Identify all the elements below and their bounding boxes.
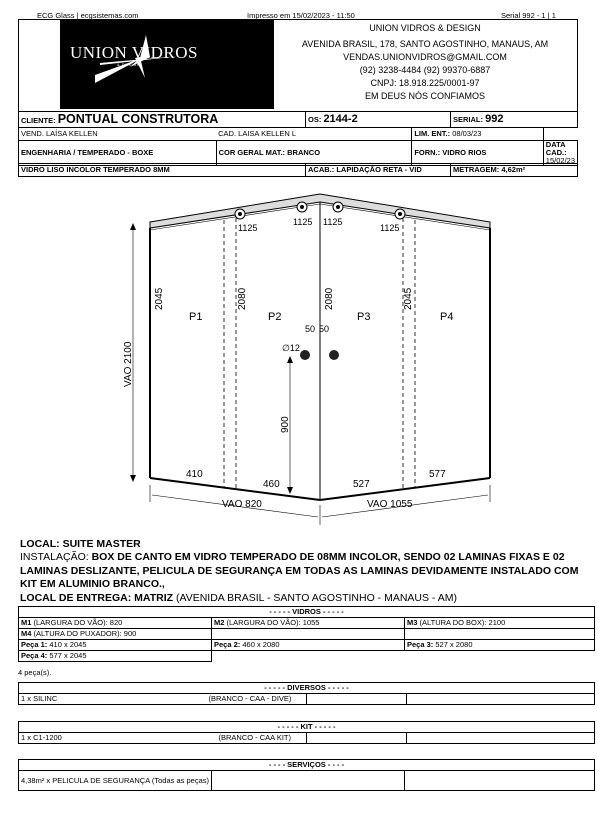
piece2-size: 460 x 2080 [242, 640, 280, 649]
roller-icon [395, 209, 405, 219]
roller-icon [297, 202, 307, 212]
os-number: 2144-2 [323, 113, 358, 125]
glass-table [18, 606, 595, 662]
client-name: PONTUAL CONSTRUTORA [57, 111, 219, 126]
piece1-label: Peça 1: [21, 640, 48, 649]
service-item: 4,38m² x PELICULA DE SEGURANÇA (Todas as peças) [19, 771, 212, 791]
top-dim: 1125 [323, 217, 343, 227]
piece3-label: Peça 3: [407, 640, 434, 649]
services-table [18, 759, 595, 791]
m1-value: (LARGURA DO VÃO): 820 [33, 618, 123, 627]
glass-type: VIDRO LISO INCOLOR TEMPERADO 8MM [19, 164, 306, 177]
deadline: 08/03/23 [452, 129, 482, 138]
handle-height: 900 [280, 416, 291, 433]
handle-diameter: ∅12 [282, 343, 300, 353]
panel-label: P1 [189, 311, 203, 323]
m4-label: M4 [21, 629, 32, 638]
bottom-dim: 527 [353, 479, 370, 490]
deadline-label: LIM. ENT.: [414, 129, 451, 138]
delivery-place: MATRIZ [134, 591, 174, 604]
supplier: VIDRO RIOS [442, 148, 487, 157]
panel-label: P2 [268, 311, 282, 323]
company-motto: EM DEUS NÓS CONFIAMOS [364, 91, 485, 101]
vao-right: VAO 1055 [367, 499, 413, 510]
supplier-label: FORN.: [414, 148, 441, 157]
piece-count: 4 peça(s). [18, 668, 52, 677]
color: BRANCO [287, 148, 321, 157]
top-dim: 1125 [380, 223, 400, 233]
misc-table [18, 682, 595, 705]
piece1-size: 410 x 2045 [49, 640, 87, 649]
height-dim: 2080 [324, 287, 335, 310]
services-section-title: - - - - SERVIÇOS - - - - [19, 760, 595, 771]
top-dim: 1125 [238, 223, 258, 233]
m2-value: (LARGURA DO VÃO): 1055 [226, 618, 320, 627]
local: SUITE MASTER [62, 538, 141, 550]
finish: LAPIDAÇÃO RETA - VID [336, 165, 422, 174]
logo-subtext: & DESIGN [117, 62, 141, 67]
company-name: UNION VIDROS & DESIGN [369, 23, 481, 33]
kit-item: 1 x C1-1200 [21, 733, 62, 742]
serial-number: 992 [485, 113, 504, 125]
bottom-dim: 460 [263, 479, 280, 490]
seller: VEND. LAÍSA KELLEN [19, 128, 217, 141]
handle-right [329, 350, 339, 360]
logo-text: UNION VIDROS [70, 43, 198, 62]
panel-label: P4 [440, 311, 454, 323]
description [20, 538, 585, 605]
top-dim: 1125 [293, 217, 313, 227]
area: 4,62m² [501, 165, 526, 174]
glass-section-title: - - - - - VIDROS - - - - - [19, 607, 595, 618]
roller-icon [235, 209, 245, 219]
vao-height: VAO 2100 [123, 341, 134, 387]
os-label: OS: [308, 115, 322, 124]
kit-section-title: - - - - - KIT - - - - - [19, 722, 595, 733]
height-dim: 2080 [237, 287, 248, 310]
height-dim: 2045 [154, 287, 165, 310]
kit-detail: (BRANCO - CAA KIT) [218, 733, 292, 742]
cad-date-label: DATA CAD.: [545, 140, 567, 157]
gap-dim: 50 [305, 324, 316, 334]
system-name: ECG Glass | ecgsistemas.com [37, 11, 139, 20]
m4-value: (ALTURA DO PUXADOR): 900 [33, 629, 137, 638]
bottom-dim: 577 [429, 469, 446, 480]
m3-label: M3 [407, 618, 418, 627]
serial-label: SERIAL: [453, 115, 483, 124]
piece4-size: 577 x 2045 [49, 651, 87, 660]
category: ENGENHARIA / TEMPERADO - BOXE [19, 141, 217, 166]
piece3-size: 527 x 2080 [435, 640, 473, 649]
finish-label: ACAB.: [308, 165, 335, 174]
company-logo [60, 20, 274, 109]
bottom-dim: 410 [186, 469, 203, 480]
company-address: AVENIDA BRASIL, 178, SANTO AGOSTINHO, MANAUS, AM [301, 39, 549, 49]
misc-detail: (BRANCO - CAA - DIVE) [208, 694, 292, 703]
print-date: Impresso em 15/02/2023 - 11:50 [247, 11, 355, 20]
color-label: COR GERAL MAT.: [218, 148, 286, 157]
star-icon [60, 20, 274, 109]
company-phones: (92) 3238-4484 (92) 99370-6887 [359, 65, 491, 75]
m3-value: (ALTURA DO BOX): 2100 [419, 618, 506, 627]
company-cnpj: CNPJ: 18.918.225/0001-97 [370, 78, 480, 88]
kit-table [18, 721, 595, 744]
delivery-label: LOCAL DE ENTREGA: [20, 591, 132, 604]
order-info-table [18, 111, 578, 128]
cad-date: 15/02/23 [545, 156, 575, 165]
company-email: VENDAS.UNIONVIDROS@GMAIL.COM [343, 52, 507, 62]
piece4-label: Peça 4: [21, 651, 48, 660]
area-label: METRAGEM: [453, 165, 500, 174]
misc-item: 1 x SILINC [21, 694, 58, 703]
piece2-label: Peça 2: [214, 640, 241, 649]
delivery-address: (AVENIDA BRASIL - SANTO AGOSTINHO - MANAUS - AM) [175, 591, 457, 604]
m2-label: M2 [214, 618, 225, 627]
m1-label: M1 [21, 618, 32, 627]
client-label: CLIENTE: [21, 115, 56, 125]
height-dim: 2045 [403, 287, 414, 310]
local-label: LOCAL: [20, 538, 60, 550]
roller-icon [333, 202, 343, 212]
handle-left [300, 350, 310, 360]
shower-drawing [0, 180, 597, 530]
order-info-table-2 [18, 127, 578, 166]
installation-label: INSTALAÇÃO: [20, 551, 89, 564]
order-info-table-3 [18, 163, 578, 177]
serial-page: Serial 992 - 1 | 1 [501, 11, 556, 20]
panel-label: P3 [357, 311, 371, 323]
designer: CAD. LAISA KELLEN L [216, 128, 412, 141]
gap-dim: 50 [319, 324, 330, 334]
installation: BOX DE CANTO EM VIDRO TEMPERADO DE 08MM INCOLOR, SENDO 02 LAMINAS FIXAS E 02 LAMINAS DESLIZANTE, PELICULA DE SEGURANÇA EM TODAS AS LAMINAS DEVIDAMENTE INSTALADO COM KIT EM ALUMINIO BRANCO., [20, 551, 579, 591]
vao-left: VAO 820 [222, 499, 262, 510]
misc-section-title: - - - - - DIVERSOS - - - - - [19, 683, 595, 694]
